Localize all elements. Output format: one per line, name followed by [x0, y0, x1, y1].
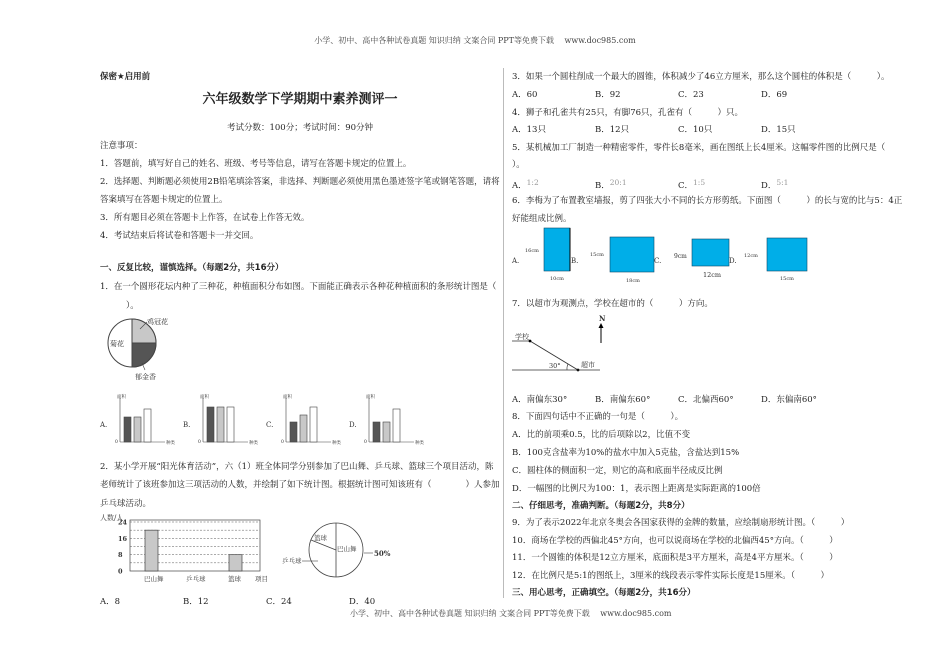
- rectangle-c: [692, 239, 729, 266]
- bar: [300, 415, 307, 442]
- question-2-line: 老师统计了该班参加这三项活动的人数，并绘制了如下统计图。根据统计图可知该班有（ ）人参加: [100, 480, 500, 490]
- option-label: B.: [183, 421, 191, 429]
- option-label: D.: [729, 257, 737, 265]
- bar: [217, 407, 224, 442]
- q1-bar-options: [100, 392, 424, 452]
- option: C．23: [678, 90, 704, 100]
- option: D．5:1: [761, 178, 789, 191]
- bar: [229, 555, 242, 571]
- option: B．92: [595, 90, 621, 100]
- bar: [144, 409, 151, 442]
- option: A．8: [100, 597, 121, 607]
- axis-label: 面积: [117, 395, 126, 400]
- y-axis-label: 人数/人: [100, 514, 124, 522]
- option: A．1:2: [512, 178, 539, 191]
- x-tick-label: 巴山舞: [144, 575, 164, 583]
- note: 4．考试结束后将试卷和答题卡一并交回。: [100, 231, 259, 241]
- pie-label: 鸡冠花: [147, 318, 168, 326]
- bar: [310, 407, 317, 442]
- option: B．12: [183, 597, 209, 607]
- footer-banner: 小学、初中、高中各种试卷真题 知识归纳 文案合同 PPT等免费下载 www.doc985.com: [350, 609, 672, 618]
- option: B．100克含盐率为10%的盐水中加入5克盐，含盐达到15%: [512, 448, 740, 458]
- rectangle-a: [544, 228, 570, 271]
- q6-rectangles: [512, 228, 822, 288]
- option-label: B.: [571, 257, 579, 265]
- option: A．比的前项乘0.5，比的后项除以2，比值不变: [512, 430, 691, 440]
- option: C．北偏西60°: [678, 395, 734, 405]
- question-5-tail: ）。: [512, 160, 525, 170]
- pie-label: 乒乓球: [282, 557, 302, 565]
- axis-label: 种类: [332, 441, 341, 446]
- y-tick-label: 24: [118, 518, 128, 527]
- question-4: 4．狮子和孔雀共有25只，有脚76只，孔雀有（ ）只。: [512, 108, 744, 118]
- bar: [373, 422, 380, 442]
- option: D．东偏南60°: [761, 395, 817, 405]
- north-label: N: [599, 314, 606, 323]
- option: B．12只: [595, 125, 630, 135]
- note: 3．所有题目必须在答题卡上作答，在试卷上作答无效。: [100, 213, 310, 223]
- option: D．15只: [761, 125, 796, 135]
- option: C．10只: [678, 125, 713, 135]
- question-6-tail: 好能组成比例。: [512, 214, 572, 224]
- pie-label: 篮球: [314, 534, 327, 542]
- axis-label: 面积: [283, 395, 292, 400]
- bar: [227, 407, 234, 442]
- section-heading-2: 二、仔细思考，准确判断。（每题2分，共8分）: [512, 501, 690, 511]
- option-label: C.: [266, 421, 274, 429]
- question-2-line: 2．某小学开展“阳光体育活动”，六（1）班全体同学分别参加了巴山舞、乒乓球、篮球三个项目活动，陈: [100, 462, 494, 472]
- question-1: 1．在一个圆形花坛内种了三种花，种植面积分布如图。下面能正确表示各种花种植面积的条形统计图是（: [100, 282, 497, 292]
- q2-bar-chart: [100, 513, 290, 588]
- question-1-tail: ）。: [126, 301, 139, 311]
- zero-label: 0: [115, 440, 118, 445]
- bottom-label: 18cm: [626, 278, 640, 284]
- option: C．24: [266, 597, 292, 607]
- side-label: 9cm: [674, 253, 687, 260]
- side-label: 15cm: [590, 252, 604, 258]
- judge-question: 12．在比例尺是5:1的图纸上，3厘米的线段表示零件实际长度是15厘米。（ ）: [512, 571, 829, 581]
- pie-label: 郁金香: [135, 373, 156, 381]
- bottom-label: 15cm: [780, 276, 794, 282]
- column-divider: [503, 68, 504, 598]
- x-tick-label: 篮球: [228, 575, 241, 583]
- side-label: 12cm: [744, 253, 758, 259]
- x-tick-label: 乒乓球: [186, 575, 206, 583]
- rectangle-d: [767, 238, 807, 271]
- rectangle-b: [610, 237, 654, 272]
- notes-heading: 注意事项：: [100, 141, 143, 151]
- market-label: 超市: [581, 361, 595, 369]
- confidential-label: 保密★启用前: [100, 72, 151, 82]
- bar: [290, 422, 297, 442]
- question-2-line: 乒乓球活动。: [100, 499, 152, 509]
- question-6: 6．李梅为了布置教室墙报，剪了四张大小不同的长方形剪纸。下面图（ ）的长与宽的比与5：4正: [512, 196, 903, 206]
- option: D．一幅图的比例尺为100：1，表示图上距离是实际距离的100倍: [512, 484, 761, 494]
- bar: [134, 417, 141, 442]
- q7-direction-diagram: [512, 312, 612, 374]
- bottom-label: 10cm: [550, 276, 564, 282]
- option: D．69: [761, 90, 788, 100]
- judge-question: 11．一个圆锥的体积是12立方厘米，底面积是3平方厘米，高是4平方厘米。（ ）: [512, 553, 838, 563]
- x-axis-label: 项目: [255, 575, 268, 583]
- judge-question: 10．商场在学校的西偏北45°方向，也可以说商场在学校的北偏西45°方向。（ ）: [512, 536, 838, 546]
- q2-pie-chart: [280, 520, 400, 585]
- question-5: 5．某机械加工厂制造一种精密零件，零件长8毫米，画在图纸上长4厘米。这幅零件图的比例尺是（: [512, 143, 886, 153]
- option-label: A.: [100, 421, 108, 429]
- zero-label: 0: [281, 440, 284, 445]
- question-3: 3．如果一个圆柱削成一个最大的圆锥，体积减少了46立方厘米，那么这个圆柱的体积是（ ）。: [512, 72, 890, 82]
- pie-label: 菊花: [110, 340, 124, 348]
- pie-tulip: [132, 343, 156, 367]
- option: C．1:5: [678, 178, 706, 191]
- judge-question: 9．为了表示2022年北京冬奥会各国家获得的金牌的数量，应绘制扇形统计图。（ ）: [512, 518, 850, 528]
- page-title: 六年级数学下学期期中素养测评一: [202, 92, 398, 107]
- axis-label: 面积: [366, 395, 375, 400]
- angle-label: 30°: [549, 362, 561, 370]
- question-7: 7．以超市为观测点，学校在超市的（ ）方向。: [512, 299, 713, 309]
- axis-label: 种类: [166, 441, 175, 446]
- option: A．南偏东30°: [512, 395, 568, 405]
- bar: [393, 409, 400, 442]
- option: C．圆柱体的侧面积一定，则它的高和底面半径成反比例: [512, 466, 723, 476]
- note: 2．选择题、判断题必须使用2B铅笔填涂答案，非选择、判断题必须使用黑色墨迹签字笔或钢笔答题，请将: [100, 177, 500, 187]
- section-heading-1: 一、反复比较，谨慎选择。（每题2分，共16分）: [100, 263, 284, 273]
- bottom-label: 12cm: [703, 271, 722, 279]
- bar: [145, 530, 158, 571]
- y-tick-label: 0: [118, 567, 123, 576]
- option: B．20:1: [595, 178, 627, 191]
- option: A．60: [512, 90, 538, 100]
- option-label: C.: [654, 257, 662, 265]
- school-label: 学校: [515, 333, 529, 341]
- zero-label: 0: [198, 440, 201, 445]
- zero-label: 0: [364, 440, 367, 445]
- section-heading-3: 三、用心思考，正确填空。（每题2分，共16分）: [512, 588, 696, 598]
- question-8: 8．下面四句话中不正确的一句是（ ）。: [512, 412, 684, 422]
- option-label: D.: [349, 421, 357, 429]
- note: 1．答题前，填写好自己的姓名、班级、考号等信息，请写在答题卡规定的位置上。: [100, 159, 412, 169]
- axis-label: 种类: [249, 441, 258, 446]
- pie-label: 巴山舞: [337, 545, 357, 553]
- option: B．南偏东60°: [595, 395, 651, 405]
- exam-info: 考试分数：100分；考试时间：90分钟: [226, 123, 374, 133]
- axis-label: 种类: [415, 441, 424, 446]
- bar: [383, 422, 390, 442]
- pie-percent: 50%: [374, 549, 391, 558]
- option: D．40: [349, 597, 376, 607]
- option: A．13只: [512, 125, 546, 135]
- note: 答案填写在答题卡规定的位置上。: [100, 195, 228, 205]
- axis-label: 面积: [200, 395, 209, 400]
- bar: [124, 417, 131, 442]
- header-banner: 小学、初中、高中各种试卷真题 知识归纳 文案合同 PPT等免费下载 www.doc985.com: [314, 36, 636, 45]
- option-label: A.: [512, 257, 520, 265]
- y-tick-label: 16: [118, 534, 128, 543]
- q1-pie-chart: [100, 315, 190, 390]
- side-label: 16cm: [525, 248, 539, 254]
- bar: [207, 407, 214, 442]
- y-tick-label: 8: [118, 551, 123, 560]
